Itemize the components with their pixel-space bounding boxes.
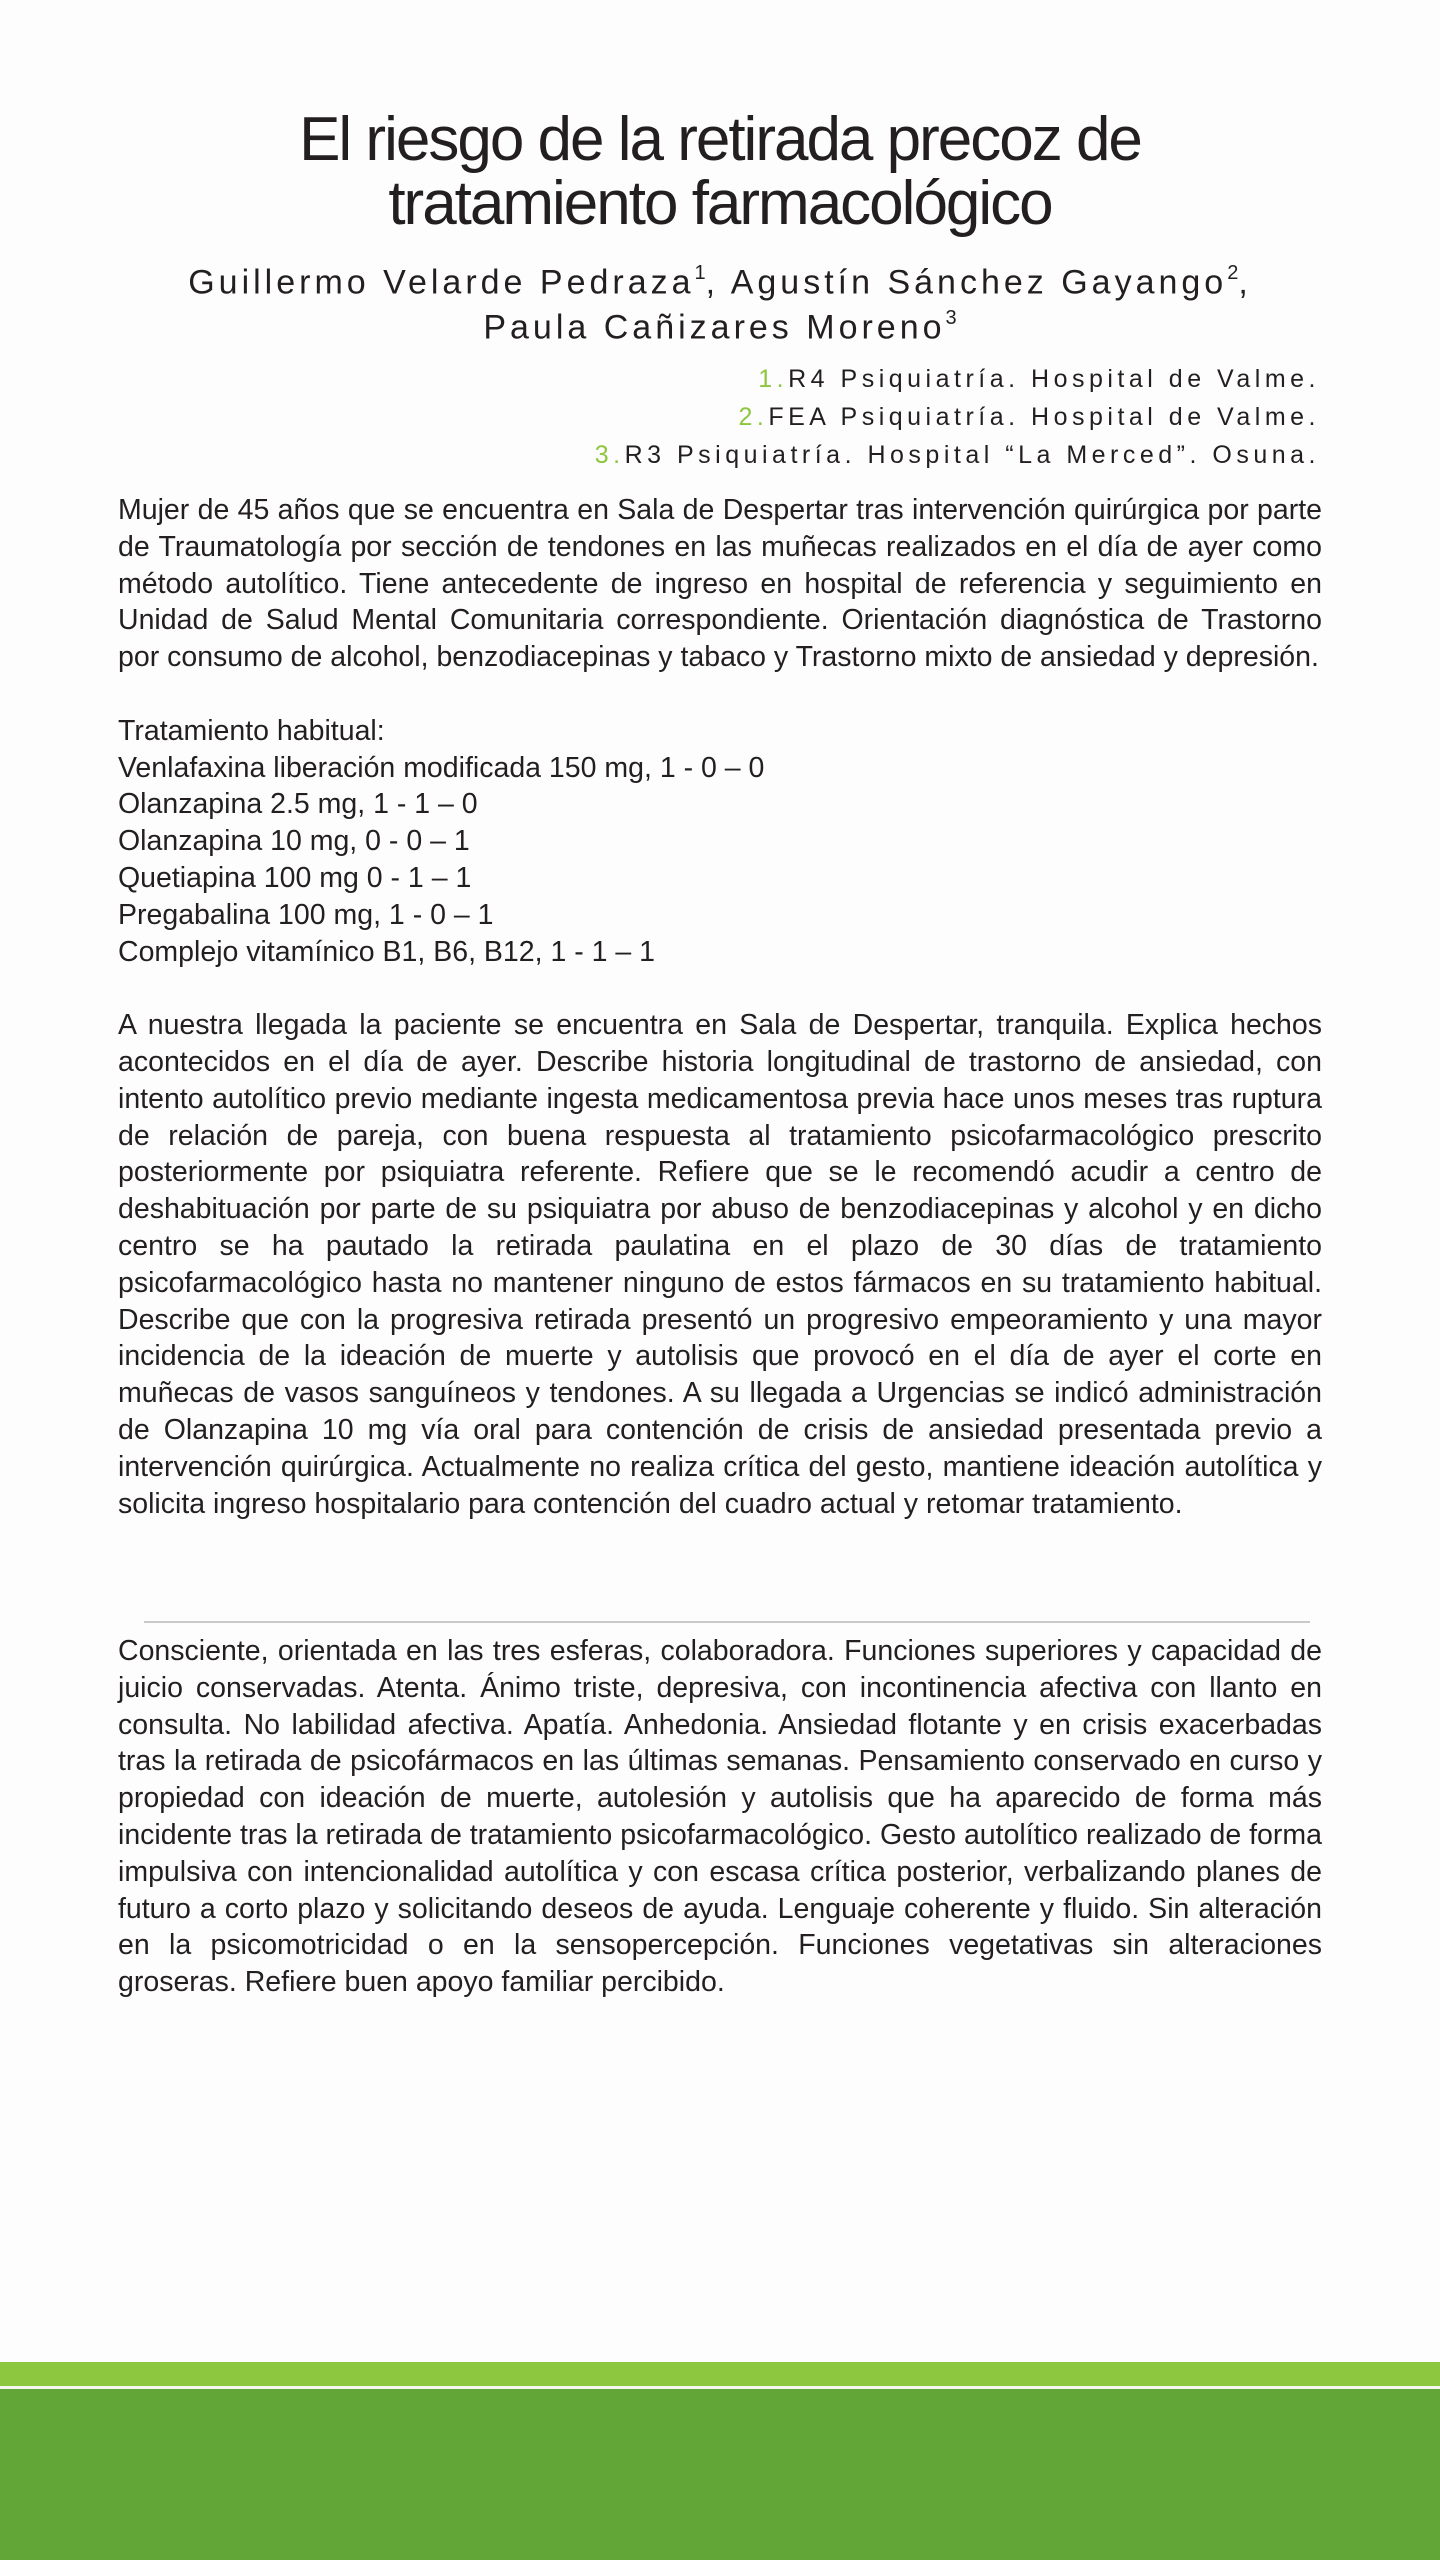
footer-band-light	[0, 2362, 1440, 2388]
treatment-item: Olanzapina 10 mg, 0 - 0 – 1	[118, 825, 470, 858]
author-separator: ,	[1238, 263, 1252, 302]
article-title	[120, 105, 1320, 238]
mental-status-paragraph: Consciente, orientada en las tres esferas, colaboradora. Funciones superiores y capacidad de juicio conservadas. Atenta. Ánimo triste, depresiva, con incontinencia afectiva con llanto en consulta. No labilidad afectiva. Apatía. Anhedonia. Ansiedad flotante y en crisis exacerbadas tras la retirada de psicofármacos en las últimas semanas. Pensamiento conservado en curso y propiedad con ideación de muerte, autolesión y autolisis que ha aparecido de forma más incidente tras la retirada de tratamiento psicofarmacológico. Gesto autolítico realizado de forma impulsiva con intencionalidad autolítica y con escasa crítica posterior, verbalizando planes de futuro a corto plazo y solicitando deseos de ayuda. Lenguaje coherente y fluido. Sin alteración en la psicomotricidad o en la sensopercepción. Funciones vegetativas sin alteraciones groseras. Refiere buen apoyo familiar percibido.	[118, 1635, 1322, 1999]
paragraph-gap	[118, 676, 1322, 713]
affiliation-text: R4 Psiquiatría. Hospital de Valme.	[788, 365, 1320, 393]
affiliation-number: 1.	[758, 365, 789, 393]
affiliation-item	[595, 360, 1320, 398]
author-name: Agustín Sánchez Gayango	[730, 263, 1228, 302]
authors-block	[100, 256, 1340, 347]
author-name: Guillermo Velarde Pedraza	[188, 263, 695, 302]
author-affiliation-number: 2	[1227, 262, 1239, 284]
author-affiliation-number: 3	[945, 307, 957, 330]
paragraph-gap	[118, 970, 1322, 1007]
affiliations-list	[595, 360, 1320, 474]
title-line-1: El riesgo de la retirada precoz de	[299, 105, 1141, 174]
affiliation-text: FEA Psiquiatría. Hospital de Valme.	[768, 403, 1320, 431]
affiliation-item	[595, 398, 1320, 436]
treatment-item: Pregabalina 100 mg, 1 - 0 – 1	[118, 898, 494, 931]
section-divider	[144, 1621, 1310, 1623]
title-line-2: tratamiento farmacológico	[388, 169, 1052, 238]
author-name: Paula Cañizares Moreno	[483, 308, 946, 347]
author-affiliation-number: 1	[694, 262, 706, 284]
treatment-item: Quetiapina 100 mg 0 - 1 – 1	[118, 861, 472, 894]
treatment-item: Olanzapina 2.5 mg, 1 - 1 – 0	[118, 788, 478, 821]
history-paragraph: A nuestra llegada la paciente se encuentra en Sala de Despertar, tranquila. Explica hechos acontecidos en el día de ayer. Describe historia longitudinal de trastorno de ansiedad, con intento autolítico previo mediante ingesta medicamentosa previa hace unos meses tras ruptura de relación de pareja, con buena respuesta al tratamiento psicofarmacológico prescrito posteriormente por psiquiatra referente. Refiere que se le recomendó acudir a centro de deshabituación por parte de su psiquiatra por abuso de benzodiacepinas y alcohol y en dicho centro se ha pautado la retirada paulatina en el plazo de 30 días de tratamiento psicofarmacológico hasta no mantener ninguno de estos fármacos en su tratamiento habitual. Describe que con la progresiva retirada presentó un progresivo empeoramiento y una mayor incidencia de la ideación de muerte y autolisis que provocó en el día de ayer el corte en muñecas de vasos sanguíneos y tendones. A su llegada a Urgencias se indicó administración de Olanzapina 10 mg vía oral para contención de crisis de ansiedad presentada previo a intervención quirúrgica. Actualmente no realiza crítica del gesto, mantiene ideación autolítica y solicita ingreso hospitalario para contención del cuadro actual y retomar tratamiento.	[118, 1009, 1322, 1520]
affiliation-number: 2.	[738, 403, 769, 431]
case-body	[118, 492, 1322, 1522]
author-separator: ,	[705, 263, 731, 302]
footer-band-dark	[0, 2389, 1440, 2560]
treatment-heading: Tratamiento habitual:	[118, 714, 385, 747]
affiliation-number: 3.	[594, 441, 625, 469]
case-introduction-paragraph: Mujer de 45 años que se encuentra en Sala de Despertar tras intervención quirúrgica por parte de Traumatología por sección de tendones en las muñecas realizados en el día de ayer como método autolítico. Tiene antecedente de ingreso en hospital de referencia y seguimiento en Unidad de Salud Mental Comunitaria correspondiente. Orientación diagnóstica de Trastorno por consumo de alcohol, benzodiacepinas y tabaco y Trastorno mixto de ansiedad y depresión.	[118, 494, 1322, 674]
treatment-item: Venlafaxina liberación modificada 150 mg, 1 - 0 – 0	[118, 751, 765, 784]
mental-status-section	[118, 1633, 1322, 2001]
treatment-item: Complejo vitamínico B1, B6, B12, 1 - 1 – 1	[118, 935, 656, 968]
affiliation-text: R3 Psiquiatría. Hospital “La Merced”. Osuna.	[624, 441, 1320, 469]
affiliation-item	[595, 436, 1320, 474]
